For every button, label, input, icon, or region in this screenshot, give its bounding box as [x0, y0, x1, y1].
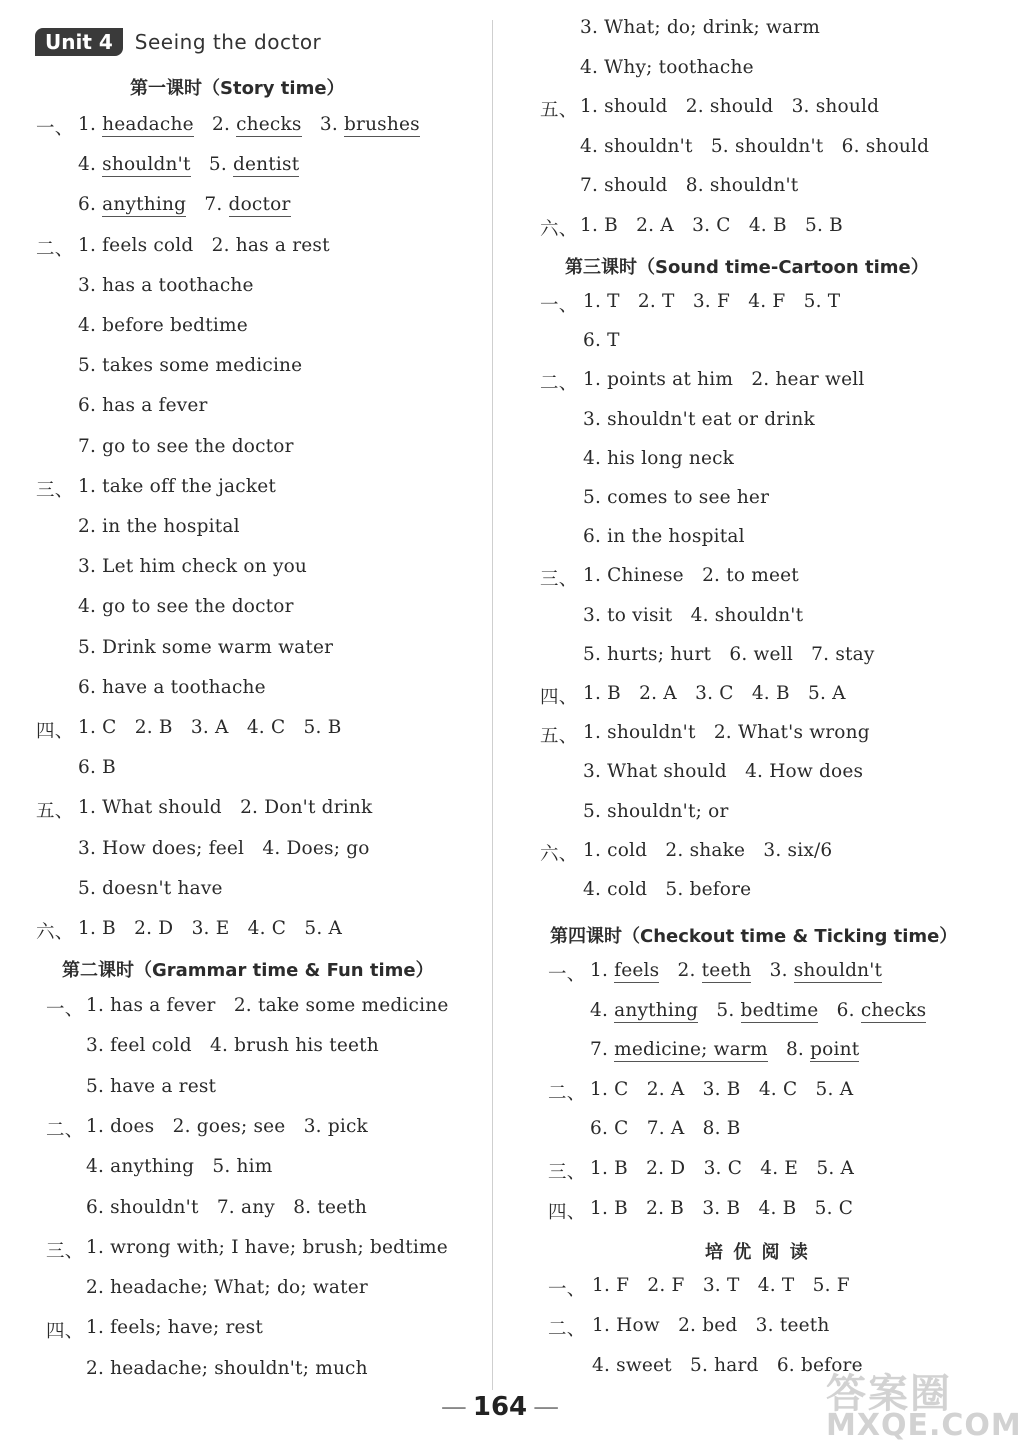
lesson-3-heading: 第三课时（Sound time-Cartoon time） [565, 257, 929, 278]
answer-line [78, 315, 248, 336]
answer-line [78, 556, 307, 577]
answer-line [583, 291, 840, 312]
question-number: 三、 [540, 569, 578, 591]
answer-line [583, 409, 815, 430]
answer-line [583, 448, 734, 469]
answer-text: 6. has a fever [78, 395, 208, 417]
answer-underlined: doctor [228, 194, 291, 216]
answer-line [86, 1076, 216, 1097]
watermark [822, 1362, 1022, 1444]
question-number: 一、 [548, 964, 586, 985]
answer-text: 1. take off the jacket [78, 475, 277, 497]
unit-header [35, 26, 321, 58]
answer-line [86, 1358, 368, 1379]
answer-text: 6. shouldn't 7. any 8. teeth [86, 1196, 368, 1218]
answer-text: 6. have a toothache [78, 676, 266, 698]
answer-line [583, 487, 769, 508]
answer-text: 4. shouldn't 5. shouldn't 6. should [580, 135, 930, 157]
answer-line [78, 596, 294, 617]
answer-text: 2. headache; shouldn't; much [86, 1357, 368, 1379]
answer-text: 3. [301, 114, 344, 135]
answer-line [590, 960, 882, 981]
answer-text: 1. How 2. bed 3. teeth [592, 1314, 830, 1336]
answer-text: 1. B 2. B 3. B 4. B 5. C [590, 1197, 854, 1219]
answer-text: 1. does 2. goes; see 3. pick [86, 1115, 368, 1137]
question-number: 五、 [540, 100, 578, 122]
answer-text: 4. before bedtime [78, 315, 248, 336]
answer-text: 1. [590, 960, 615, 981]
answer-line [78, 878, 223, 899]
answer-text: 1. [78, 114, 103, 135]
answer-text: 5. takes some medicine [78, 355, 303, 377]
question-number: 五、 [540, 726, 578, 748]
answer-line [583, 840, 832, 861]
answer-line [592, 1315, 830, 1336]
answer-text: 5. Drink some warm water [78, 636, 334, 658]
answer-text: 2. headache; What; do; water [86, 1277, 368, 1299]
answer-line [78, 355, 302, 376]
answer-line [86, 1317, 263, 1338]
answer-line [86, 995, 448, 1016]
question-number: 四、 [36, 721, 74, 742]
answer-text: 4. anything 5. him [86, 1156, 273, 1178]
answer-line [590, 1000, 926, 1021]
answer-underlined: teeth [701, 960, 752, 981]
answer-text: 1. B 2. D 3. E 4. C 5. A [78, 918, 343, 939]
answer-line [78, 677, 266, 698]
answer-text: 6. T [583, 330, 620, 352]
answer-text: 5. have a rest [86, 1075, 217, 1097]
column-divider [492, 20, 493, 1390]
answer-text: 5. hurts; hurt 6. well 7. stay [583, 643, 875, 665]
answer-text: 4. sweet 5. hard 6. before [592, 1354, 863, 1376]
answer-text: 4. [590, 999, 615, 1021]
answer-line [580, 136, 929, 157]
unit-title: Seeing the doctor [134, 30, 322, 54]
answer-line [78, 797, 372, 818]
answer-text: 6. [818, 999, 861, 1021]
answer-text: 6. C 7. A 8. B [590, 1118, 741, 1140]
answer-text: 1. wrong with; I have; brush; bedtime [86, 1236, 448, 1258]
answer-text: 1. points at him 2. hear well [583, 369, 865, 391]
question-number: 四、 [46, 1321, 84, 1343]
answer-line [78, 194, 291, 215]
answer-text: 1. should 2. should 3. should [580, 96, 880, 118]
answer-text: 1. C 2. A 3. B 4. C 5. A [590, 1078, 854, 1100]
answer-text: 2. [659, 960, 702, 981]
question-number: 二、 [46, 1119, 84, 1141]
answer-text: 1. C 2. B 3. A 4. C 5. B [78, 717, 342, 738]
answer-text: 8. [767, 1039, 811, 1061]
answer-text: 7. should 8. shouldn't [580, 175, 799, 197]
answer-text: 4. [78, 154, 103, 176]
question-number: 一、 [36, 118, 74, 139]
answer-text: 3. has a toothache [78, 274, 254, 296]
question-number: 一、 [540, 295, 578, 316]
answer-line [78, 476, 276, 497]
answer-text: 2. in the hospital [78, 516, 240, 537]
answer-line [78, 395, 208, 416]
extra-reading-heading: 培 优 阅 读 [705, 1242, 810, 1263]
answer-underlined: shouldn't [793, 960, 883, 981]
answer-line [583, 879, 751, 900]
answer-text: 4. cold 5. before [583, 879, 752, 900]
answer-text: 7. go to see the doctor [78, 435, 294, 457]
answer-underlined: checks [236, 114, 302, 135]
answer-line [78, 637, 333, 658]
lesson-4-heading: 第四课时（Checkout time & Ticking time） [550, 926, 958, 947]
answer-line [86, 1237, 448, 1258]
answer-text: 6. in the hospital [583, 526, 745, 548]
answer-line [590, 1039, 859, 1060]
answer-text: 1. has a fever 2. take some medicine [86, 995, 449, 1016]
lesson-2-heading: 第二课时（Grammar time & Fun time） [62, 960, 434, 981]
answer-text: 3. to visit 4. shouldn't [583, 604, 804, 626]
answer-text: 3. How does; feel 4. Does; go [78, 837, 370, 859]
answer-line [78, 436, 294, 457]
answer-line [78, 717, 342, 738]
answer-line [86, 1035, 379, 1056]
answer-line [583, 526, 745, 547]
answer-text: 2. [193, 114, 237, 135]
question-number: 四、 [540, 687, 578, 708]
answer-line [580, 96, 879, 117]
answer-text: 3. Let him check on you [78, 556, 308, 578]
answer-text: 3. What; do; drink; warm [580, 17, 821, 38]
answer-text: 5. [190, 154, 233, 176]
answer-line [583, 369, 864, 390]
watermark-top: 答案圈 [826, 1371, 952, 1417]
lesson-1-heading: 第一课时（Story time） [130, 78, 345, 99]
answer-underlined: anything [614, 999, 699, 1021]
answer-text: 6. B [78, 757, 116, 779]
answer-underlined: bedtime [740, 999, 819, 1021]
answer-line [583, 605, 803, 626]
answer-line [78, 235, 330, 256]
answer-underlined: anything [102, 194, 187, 216]
answer-line [580, 57, 754, 78]
question-number: 三、 [548, 1162, 586, 1183]
answer-text: 7. [590, 1039, 615, 1061]
answer-underlined: brushes [343, 114, 420, 135]
answer-line [590, 1079, 853, 1100]
answer-line [78, 275, 254, 296]
question-number: 二、 [548, 1082, 586, 1104]
answer-text: 1. B 2. A 3. C 4. B 5. A [583, 683, 846, 704]
answer-line [592, 1275, 850, 1296]
watermark-bottom: MXQE.COM [826, 1408, 1022, 1443]
answer-line [583, 722, 870, 743]
answer-text: 1. B 2. A 3. C 4. B 5. B [580, 215, 843, 236]
answer-text: 1. Chinese 2. to meet [583, 565, 799, 587]
answer-line [590, 1118, 741, 1139]
answer-text: 1. B 2. D 3. C 4. E 5. A [590, 1158, 855, 1179]
answer-line [583, 644, 875, 665]
page-number: — 164 — [440, 1392, 560, 1422]
answer-underlined: point [810, 1039, 860, 1061]
question-number: 三、 [46, 1240, 84, 1262]
answer-underlined: feels [614, 960, 660, 981]
answer-line [583, 330, 620, 351]
answer-text: 7. [186, 194, 229, 216]
answer-line [78, 516, 240, 537]
answer-text: 5. doesn't have [78, 877, 223, 899]
answer-line [86, 1116, 368, 1137]
answer-text: 1. F 2. F 3. T 4. T 5. F [592, 1275, 850, 1296]
question-number: 二、 [36, 238, 74, 260]
answer-line [580, 215, 843, 236]
answer-line [583, 565, 799, 586]
answer-line [590, 1158, 854, 1179]
answer-text: 3. shouldn't eat or drink [583, 408, 815, 430]
answer-line [78, 918, 342, 939]
answer-line [78, 838, 370, 859]
answer-text: 1. What should 2. Don't drink [78, 797, 373, 819]
answer-text: 6. [78, 194, 103, 216]
question-number: 二、 [548, 1318, 586, 1340]
answer-text: 1. T 2. T 3. F 4. F 5. T [583, 291, 841, 312]
answer-line [78, 154, 299, 175]
answer-text: 5. comes to see her [583, 487, 770, 508]
answer-line [78, 757, 116, 778]
answer-text: 4. his long neck [583, 447, 735, 469]
answer-underlined: medicine; warm [614, 1039, 768, 1061]
answer-text: 5. [698, 999, 741, 1021]
unit-badge: Unit 4 [35, 28, 123, 56]
answer-line [590, 1198, 853, 1219]
answer-underlined: headache [102, 114, 194, 135]
answer-text: 3. feel cold 4. brush his teeth [86, 1035, 379, 1057]
answer-line [86, 1156, 273, 1177]
question-number: 六、 [540, 843, 578, 865]
answer-line [580, 175, 798, 196]
answer-text: 3. What should 4. How does [583, 761, 864, 783]
answer-line [580, 17, 820, 38]
question-number: 六、 [36, 922, 74, 943]
answer-line [86, 1277, 368, 1298]
question-number: 三、 [36, 479, 74, 501]
answer-line [583, 801, 728, 822]
answer-underlined: shouldn't [102, 154, 191, 176]
answer-text: 3. [751, 960, 794, 981]
answer-text: 4. Why; toothache [580, 56, 754, 78]
answer-text: 1. feels; have; rest [86, 1317, 263, 1339]
answer-line [78, 114, 420, 135]
answer-text: 1. cold 2. shake 3. six/6 [583, 839, 833, 861]
answer-text: 1. feels cold 2. has a rest [78, 234, 330, 256]
question-number: 四、 [548, 1201, 586, 1223]
answer-line [583, 683, 846, 704]
answer-text: 4. go to see the doctor [78, 596, 294, 618]
question-number: 五、 [36, 801, 74, 823]
question-number: 二、 [540, 373, 578, 395]
question-number: 一、 [548, 1279, 586, 1300]
answer-text: 5. shouldn't; or [583, 800, 729, 822]
question-number: 一、 [46, 999, 84, 1020]
answer-line [583, 761, 863, 782]
answer-underlined: dentist [232, 154, 300, 176]
question-number: 六、 [540, 219, 578, 240]
answer-text: 1. shouldn't 2. What's wrong [583, 722, 870, 744]
answer-underlined: checks [860, 999, 927, 1021]
answer-line [86, 1197, 367, 1218]
